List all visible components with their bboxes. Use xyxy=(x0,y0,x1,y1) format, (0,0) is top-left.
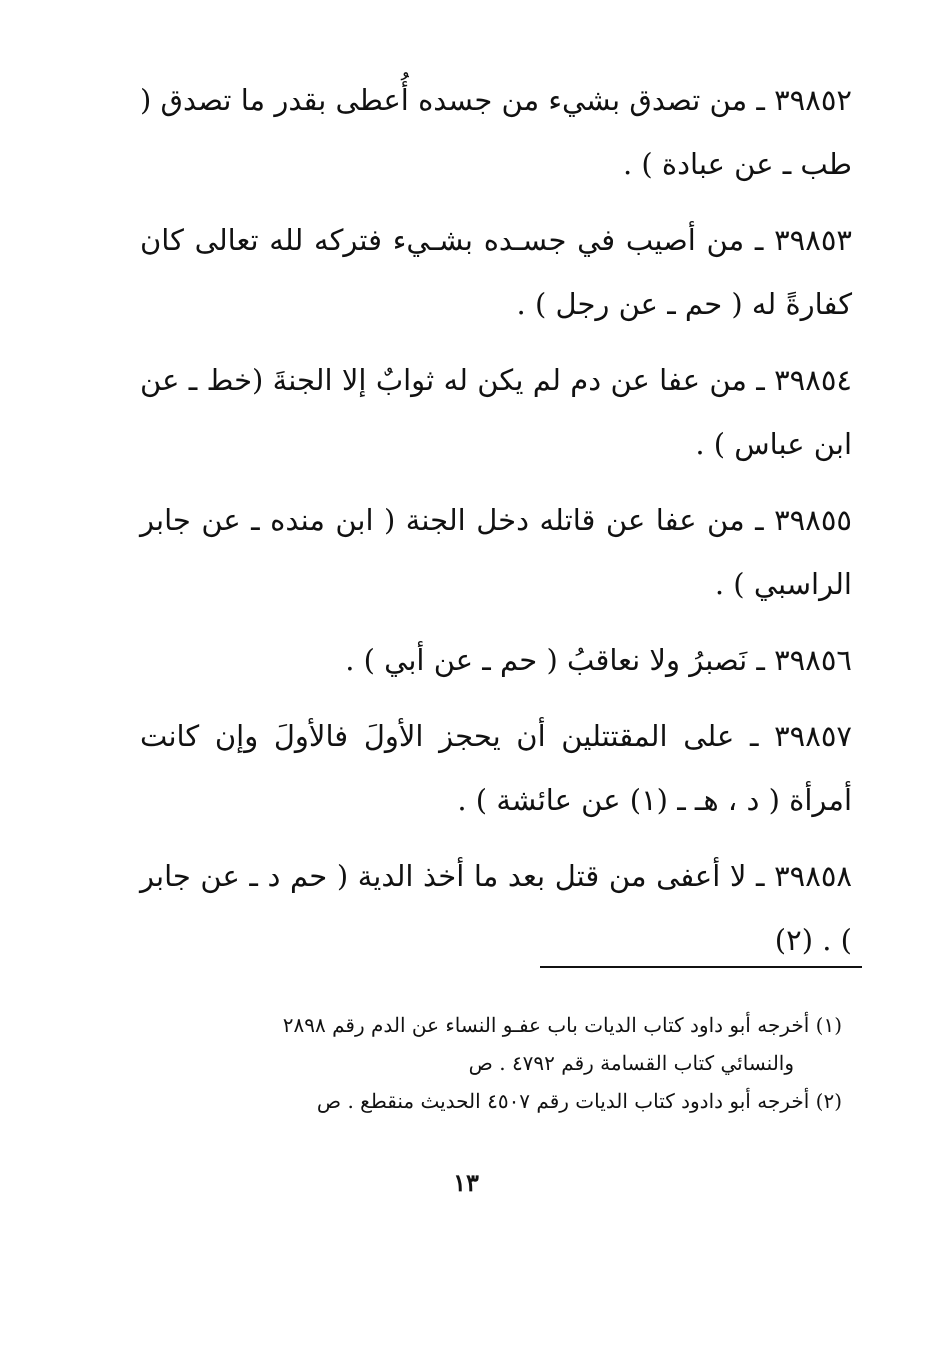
hadith-entry-39855: ٣٩٨٥٥ ـ من عفا عن قاتله دخل الجنة ( ابن منده ـ عن جابر الراسبي ) . xyxy=(140,503,852,601)
footnote-divider xyxy=(540,966,862,968)
hadith-entry-39856: ٣٩٨٥٦ ـ نَصبرُ ولا نعاقبُ ( حم ـ عن أبي ) . xyxy=(345,643,852,677)
hadith-entry-39857: ٣٩٨٥٧ ـ على المقتتلين أن يحجز الأولَ فالأولَ وإن كانت أمرأة ( د ، هـ ـ (١) عن عائشة ) . xyxy=(140,719,852,817)
hadith-entries xyxy=(140,68,852,984)
hadith-entry-39852: ٣٩٨٥٢ ـ من تصدق بشيء من جسده أُعطى بقدر ما تصدق ( طب ـ عن عبادة ) . xyxy=(140,83,852,181)
hadith-entry-39854: ٣٩٨٥٤ ـ من عفا عن دم لم يكن له ثوابٌ إلا الجنةَ (خط ـ عن ابن عباس ) . xyxy=(140,363,852,461)
hadith-entry-39853: ٣٩٨٥٣ ـ من أصيب في جسـده بشـيء فتركه لله تعالى كان كفارةً له ( حم ـ عن رجل ) . xyxy=(140,223,852,321)
page-number: ١٣ xyxy=(453,1168,479,1197)
hadith-entry-39858: ٣٩٨٥٨ ـ لا أعفى من قتل بعد ما أخذ الدية ( حم د ـ عن جابر ) . (٢) xyxy=(140,859,852,957)
footnote-1-continuation: والنسائي كتاب القسامة رقم ٤٧٩٢ . ص xyxy=(468,1051,794,1075)
footnotes xyxy=(150,1006,842,1120)
footnote-1: (١) أخرجه أبو داود كتاب الديات باب عفـو النساء عن الدم رقم ٢٨٩٨ xyxy=(282,1013,842,1037)
footnote-2: (٢) أخرجه أبو دادود كتاب الديات رقم ٤٥٠٧ الحديث منقطع . ص xyxy=(316,1089,842,1113)
